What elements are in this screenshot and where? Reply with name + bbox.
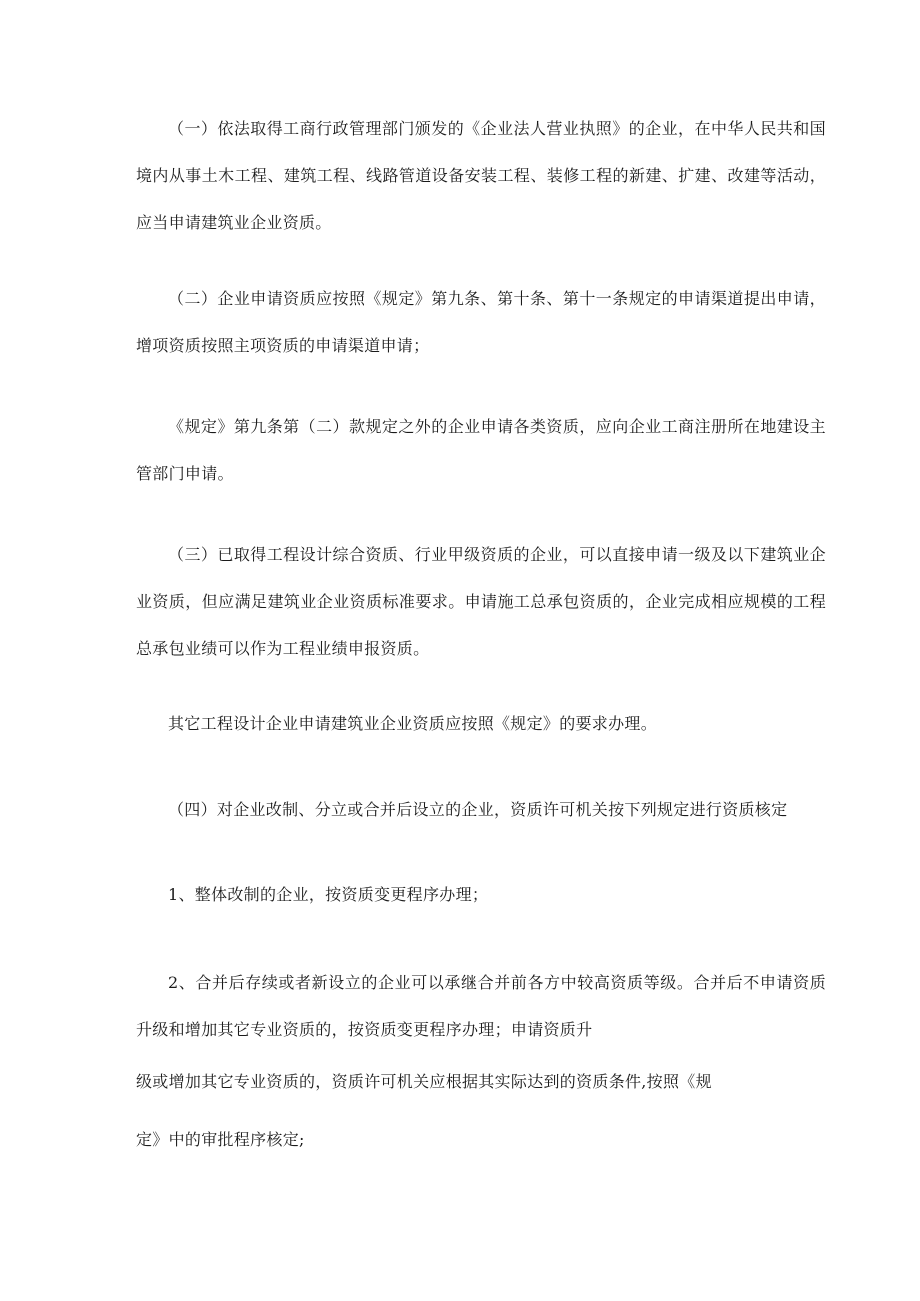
paragraph-7: 1、整体改制的企业，按资质变更程序办理； [168,885,489,904]
paragraph-1: （一）依法取得工商行政管理部门颁发的《企业法人营业执照》的企业，在中华人民共和国境内从事土木工程、建筑工程、线路管道设备安装工程、装修工程的新建、扩建、改建等活动，应当申请建筑业企业资质。 [136,119,826,232]
paragraph-3: 《规定》第九条第（二）款规定之外的企业申请各类资质，应向企业工商注册所在地建设主管部门申请。 [136,417,826,483]
paragraph-8: 2、合并后存续或者新设立的企业可以承继合并前各方中较高资质等级。合并后不申请资质升级和增加其它专业资质的，按资质变更程序办理；申请资质升 [136,973,826,1039]
paragraph-4: （三）已取得工程设计综合资质、行业甲级资质的企业，可以直接申请一级及以下建筑业企业资质，但应满足建筑业企业资质标准要求。申请施工总承包资质的，企业完成相应规模的工程总承包业绩可以作为工程业绩申报资质。 [136,545,826,658]
continuation-line-2: 定》中的审批程序核定; [136,1130,305,1149]
paragraph-6: （四）对企业改制、分立或合并后设立的企业，资质许可机关按下列规定进行资质核定 [168,800,788,819]
paragraph-2: （二）企业申请资质应按照《规定》第九条、第十条、第十一条规定的申请渠道提出申请，增项资质按照主项资质的申请渠道申请； [136,289,826,355]
paragraph-5: 其它工程设计企业申请建筑业企业资质应按照《规定》的要求办理。 [168,714,658,733]
continuation-line-1: 级或增加其它专业资质的，资质许可机关应根据其实际达到的资质条件,按照《规 [136,1072,712,1091]
